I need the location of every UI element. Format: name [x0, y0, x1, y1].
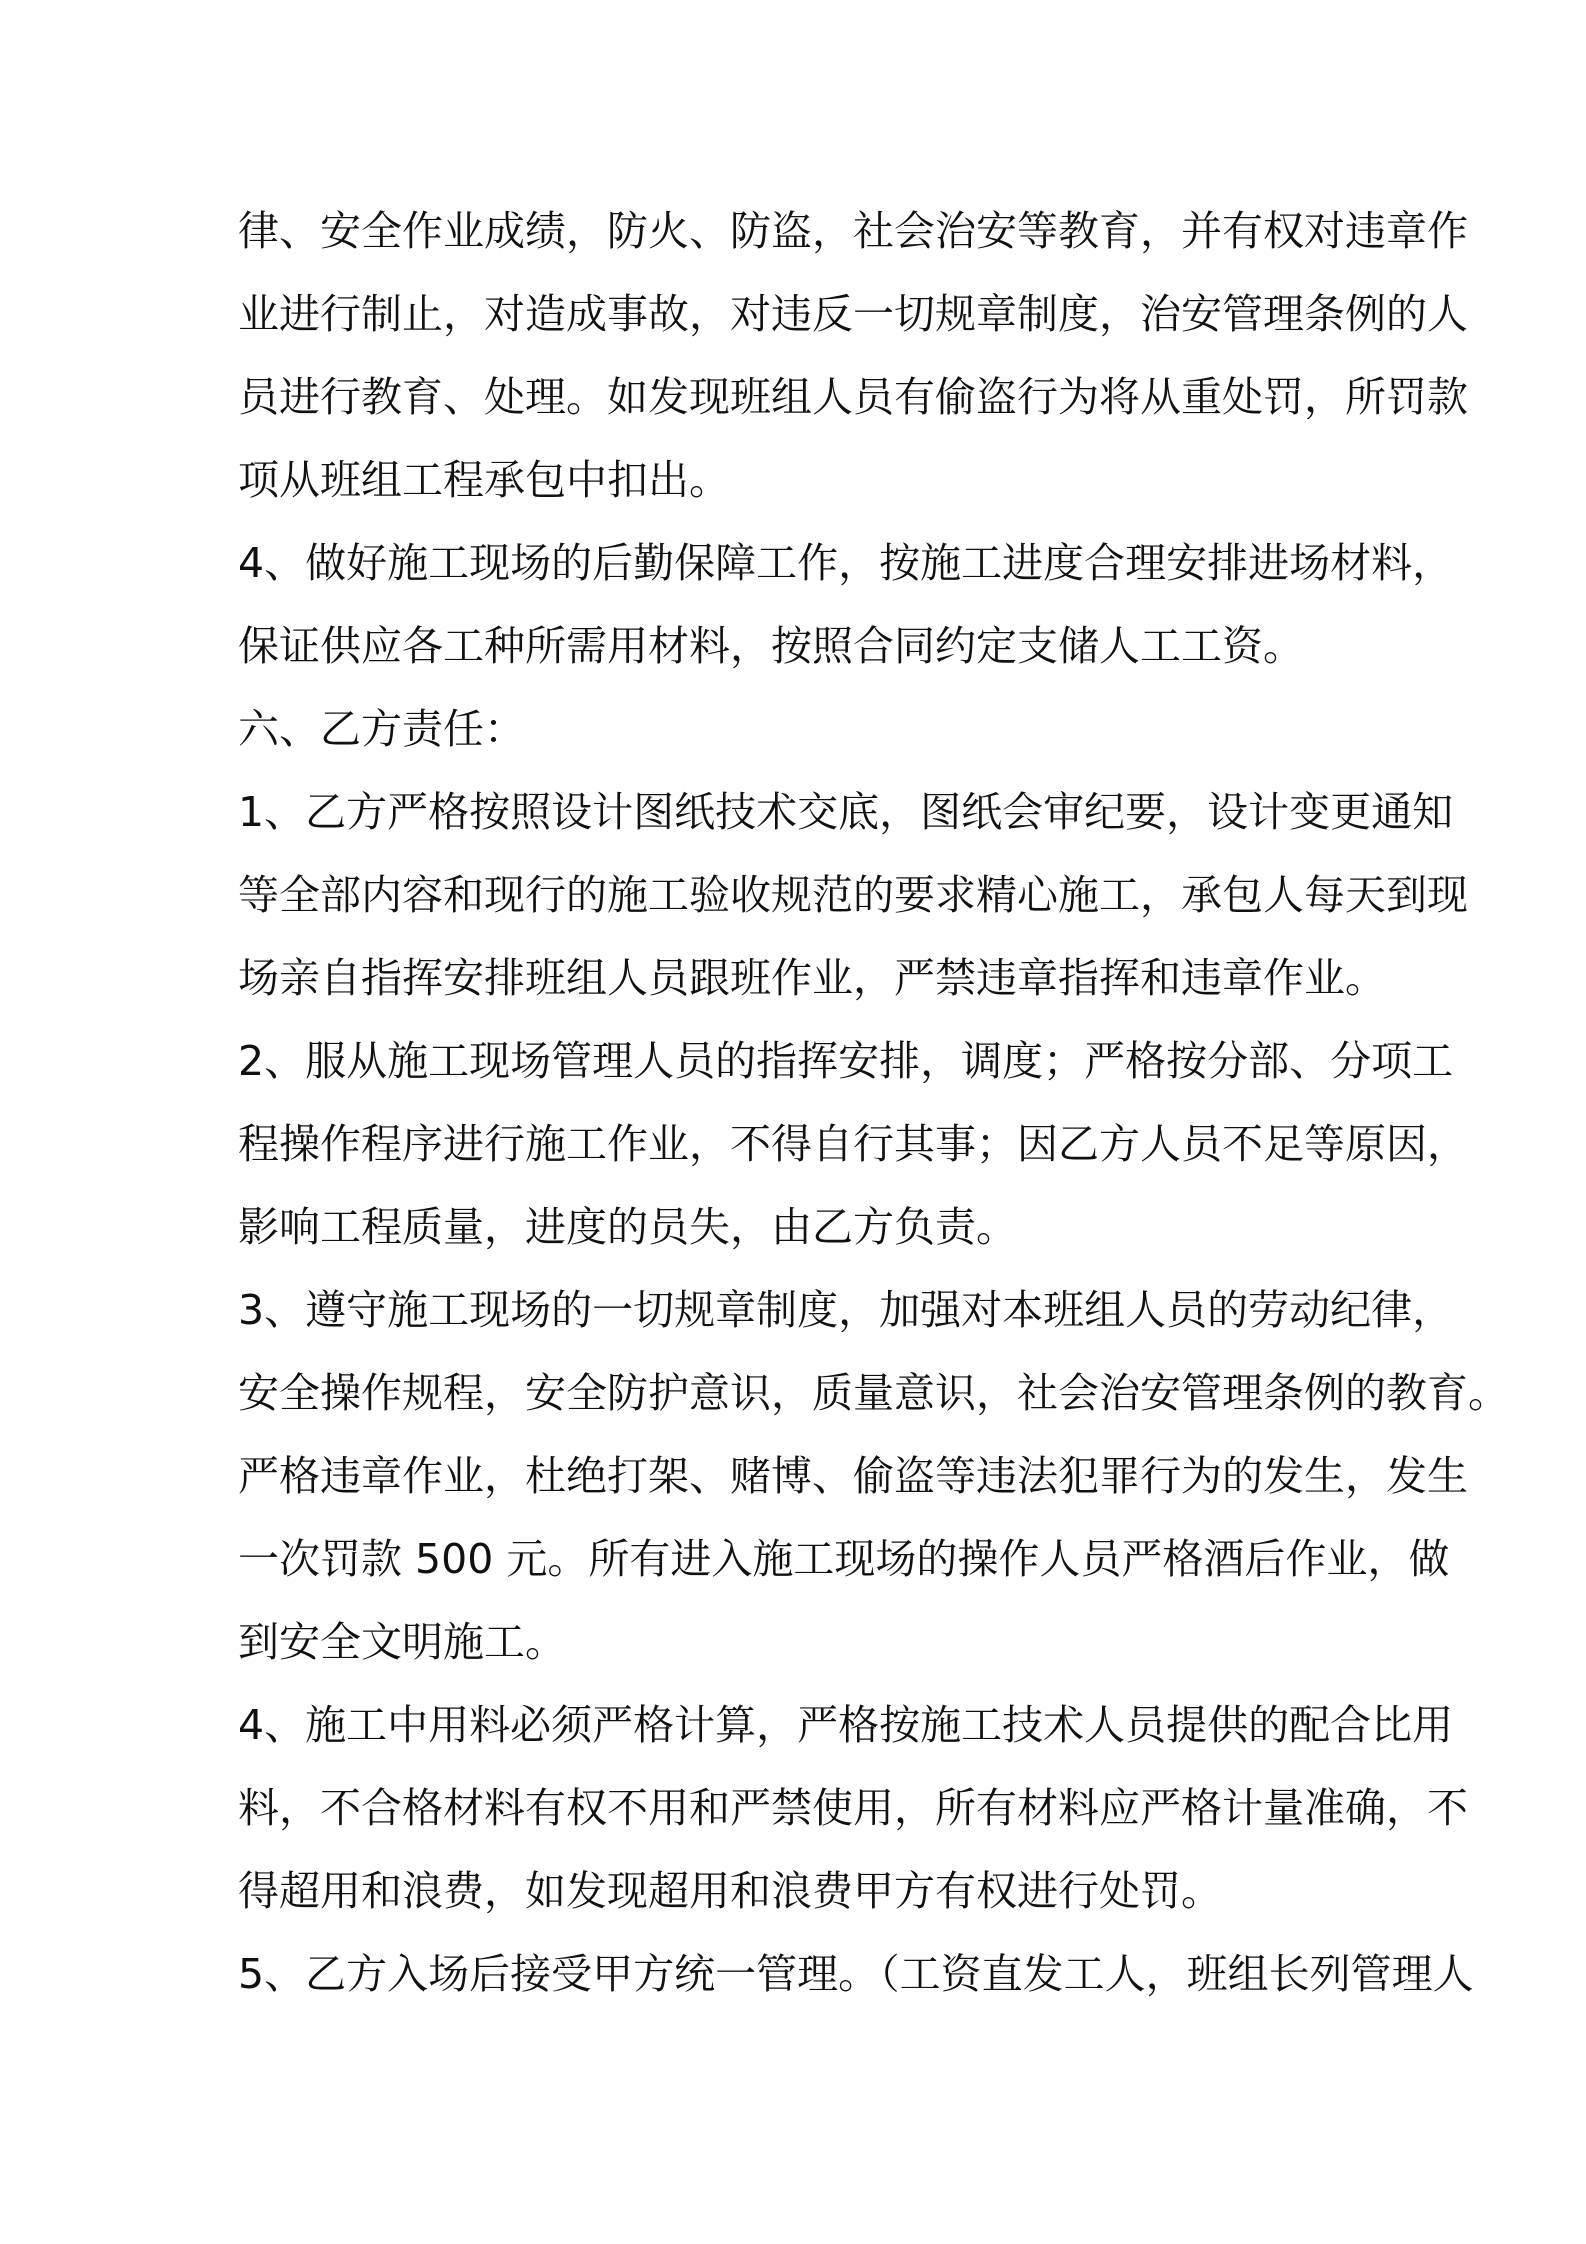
text-line: 4、施工中用料必须严格计算，严格按施工技术人员提供的配合比用	[238, 1701, 1454, 1749]
section-heading: 六、乙方责任：	[238, 705, 525, 753]
text-line: 3、遵守施工现场的一切规章制度，加强对本班组人员的劳动纪律，	[238, 1286, 1454, 1334]
text-line: 程操作程序进行施工作业，不得自行其事；因乙方人员不足等原因，	[238, 1120, 1468, 1168]
text-line: 1、乙方严格按照设计图纸技术交底，图纸会审纪要，设计变更通知	[238, 788, 1454, 836]
text-line: 影响工程质量，进度的员失，由乙方负责。	[238, 1203, 1017, 1251]
text-line: 5、乙方入场后接受甲方统一管理。（工资直发工人，班组长列管理人	[238, 1950, 1474, 1998]
text-line: 项从班组工程承包中扣出。	[238, 456, 730, 504]
text-line: 保证供应各工种所需用材料，按照合同约定支储人工工资。	[238, 622, 1304, 670]
document-body	[238, 190, 1509, 2016]
text-line: 4、做好施工现场的后勤保障工作，按施工进度合理安排进场材料，	[238, 539, 1454, 587]
text-line: 得超用和浪费，如发现超用和浪费甲方有权进行处罚。	[238, 1867, 1222, 1915]
text-line: 严格违章作业，杜绝打架、赌博、偷盗等违法犯罪行为的发生，发生	[238, 1452, 1468, 1500]
text-line: 2、服从施工现场管理人员的指挥安排，调度；严格按分部、分项工	[238, 1037, 1454, 1085]
text-line: 一次罚款 500 元。所有进入施工现场的操作人员严格酒后作业，做	[238, 1535, 1450, 1583]
text-line: 料，不合格材料有权不用和严禁使用，所有材料应严格计量准确，不	[238, 1784, 1468, 1832]
text-line: 场亲自指挥安排班组人员跟班作业，严禁违章指挥和违章作业。	[238, 954, 1386, 1002]
text-line: 安全操作规程，安全防护意识，质量意识，社会治安管理条例的教育。	[238, 1369, 1509, 1417]
text-line: 律、安全作业成绩，防火、防盗，社会治安等教育，并有权对违章作	[238, 207, 1468, 255]
text-line: 等全部内容和现行的施工验收规范的要求精心施工，承包人每天到现	[238, 871, 1468, 919]
text-line: 业进行制止，对造成事故，对违反一切规章制度，治安管理条例的人	[238, 290, 1468, 338]
text-line: 员进行教育、处理。如发现班组人员有偷盗行为将从重处罚，所罚款	[238, 373, 1468, 421]
text-line: 到安全文明施工。	[238, 1618, 566, 1666]
